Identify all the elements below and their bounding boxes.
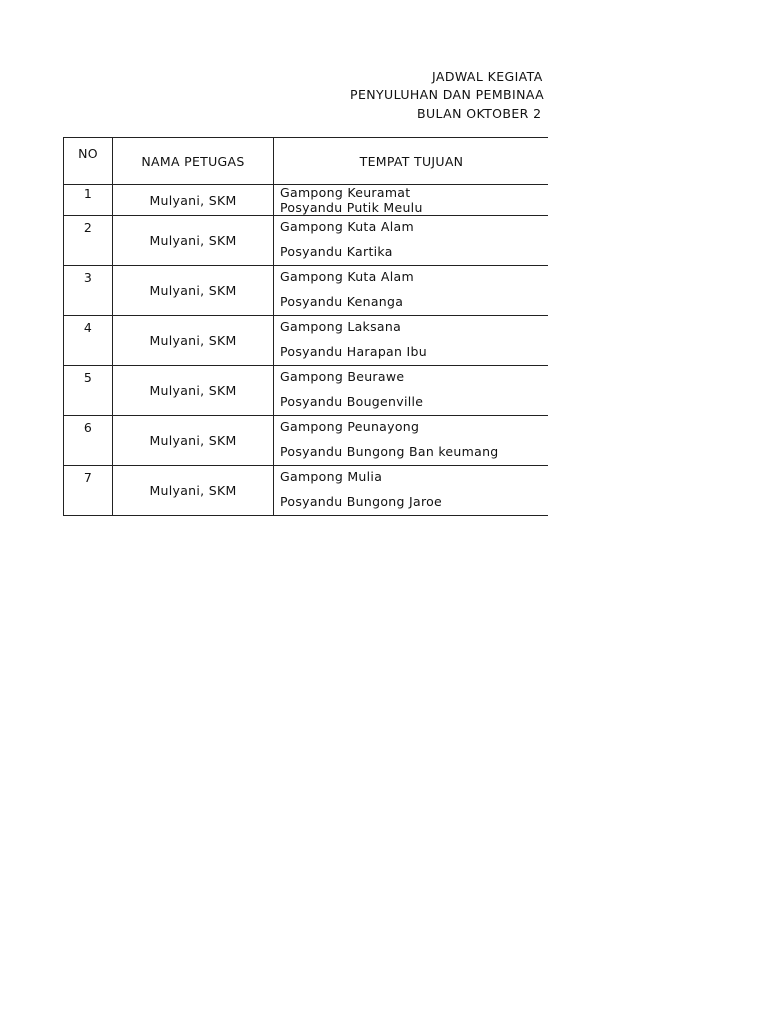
officer-name: Mulyani, SKM — [113, 266, 274, 316]
destination-cell — [274, 416, 549, 466]
table-row — [64, 366, 549, 416]
table-row — [64, 316, 549, 366]
document-title-line-3: BULAN OKTOBER 2 — [417, 106, 542, 121]
table-header-row — [64, 138, 549, 185]
destination-cell — [274, 216, 549, 266]
destination-village: Gampong Peunayong — [280, 419, 420, 434]
table-row — [64, 416, 549, 466]
destination-cell — [274, 266, 549, 316]
document-title-line-2: PENYULUHAN DAN PEMBINAA — [350, 87, 545, 102]
column-header-nama-petugas: NAMA PETUGAS — [113, 138, 274, 185]
row-number: 7 — [64, 466, 113, 516]
destination-cell — [274, 366, 549, 416]
row-number: 1 — [64, 185, 113, 216]
officer-name: Mulyani, SKM — [113, 185, 274, 216]
destination-village: Gampong Mulia — [280, 469, 383, 484]
table-row — [64, 216, 549, 266]
row-number: 4 — [64, 316, 113, 366]
officer-name: Mulyani, SKM — [113, 366, 274, 416]
destination-village: Gampong Laksana — [280, 319, 402, 334]
officer-name: Mulyani, SKM — [113, 466, 274, 516]
table-row — [64, 466, 549, 516]
officer-name: Mulyani, SKM — [113, 416, 274, 466]
destination-village: Gampong Beurawe — [280, 369, 405, 384]
destination-posyandu: Posyandu Harapan Ibu — [280, 344, 427, 359]
destination-posyandu: Posyandu Kenanga — [280, 294, 404, 309]
destination-village: Gampong Keuramat — [280, 185, 411, 200]
officer-name: Mulyani, SKM — [113, 216, 274, 266]
column-header-tempat-tujuan: TEMPAT TUJUAN — [274, 138, 549, 185]
destination-cell — [274, 185, 549, 216]
destination-cell — [274, 316, 549, 366]
destination-posyandu: Posyandu Bougenville — [280, 394, 424, 409]
table-row — [64, 266, 549, 316]
table-row — [64, 185, 549, 216]
destination-village: Gampong Kuta Alam — [280, 269, 414, 284]
officer-name: Mulyani, SKM — [113, 316, 274, 366]
row-number: 3 — [64, 266, 113, 316]
row-number: 2 — [64, 216, 113, 266]
destination-posyandu: Posyandu Bungong Jaroe — [280, 494, 443, 509]
document-title-line-1: JADWAL KEGIATA — [432, 69, 543, 84]
destination-cell — [274, 466, 549, 516]
row-number: 5 — [64, 366, 113, 416]
destination-posyandu: Posyandu Bungong Ban keumang — [280, 444, 499, 459]
column-header-no: NO — [64, 138, 113, 185]
destination-posyandu: Posyandu Putik Meulu — [280, 200, 423, 215]
row-number: 6 — [64, 416, 113, 466]
schedule-table — [63, 137, 548, 516]
destination-posyandu: Posyandu Kartika — [280, 244, 393, 259]
destination-village: Gampong Kuta Alam — [280, 219, 414, 234]
